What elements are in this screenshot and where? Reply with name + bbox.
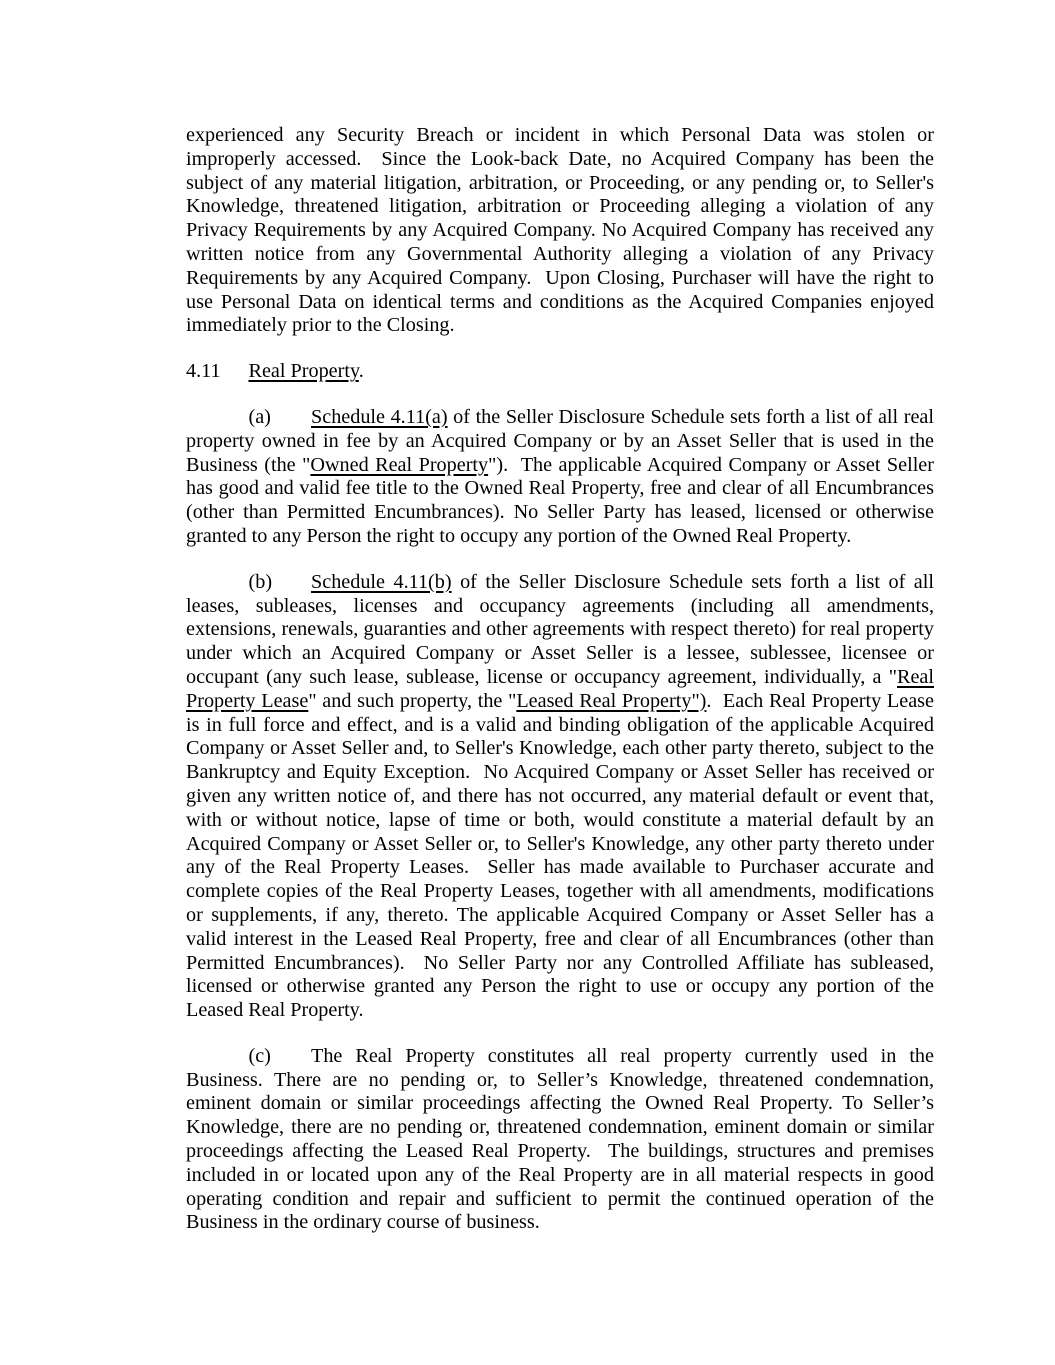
underlined-term: Leased Real Property") — [516, 689, 707, 712]
paragraph-c — [186, 1045, 934, 1235]
list-item-label: (b) — [248, 570, 273, 593]
paragraph-a — [186, 406, 934, 549]
text-run: The Real Property constitutes all real property currently used in the Business. There are no pending or, to Seller’s Knowledge, threatened condemnation, eminent domain or similar proceedings affecting the Owned Real Property. To Seller’s Knowledge, there are no pending or, threatened condemnation, eminent domain or similar proceedings affecting the Leased Real Property. The buildings, structures and premises included in or located upon any of the Real Property are in all material respects in good operating condition and repair and sufficient to permit the continued operation of the Business in the ordinary course of business. — [186, 1044, 934, 1234]
section-number: 4.11 — [186, 360, 221, 383]
underlined-term: Owned Real Property — [310, 453, 489, 476]
text-run: " and such property, the " — [308, 689, 517, 712]
underlined-term: Schedule 4.11(b) — [311, 570, 452, 593]
underlined-term: Schedule 4.11(a) — [311, 405, 448, 428]
paragraph-b — [186, 571, 934, 1023]
text-run: "). The applicable Acquired Company or Asset Seller has good and valid fee title to the Owned Real Property, free and clear of all Encumbrances (other than Permitted Encumbrances). No Seller Party has leased, licensed or otherwise granted to any Person the right to occupy any portion of the Owned Real Property. — [186, 453, 934, 547]
paragraph-continuation — [186, 124, 934, 338]
text-run: of the Seller Disclosure Schedule sets forth a list of all leases, subleases, licenses and occupancy agreements (including all amendments, extensions, renewals, guaranties and other agreements with respect thereto) for real property under which an Acquired Company or Asset Seller is a lessee, sublessee, licensee or occupant (any such lease, sublease, license or occupancy agreement, individually, a " — [186, 570, 934, 688]
section-heading-4-11 — [186, 360, 934, 384]
document-body — [186, 124, 934, 1235]
underlined-term: Real Property Lease — [186, 665, 934, 712]
text-run: . Each Real Property Lease is in full force and effect, and is a valid and binding obligation of the applicable Acquired Company or Asset Seller and, to Seller's Knowledge, each other party thereto, subject to the Bankruptcy and Equity Exception. No Acquired Company or Asset Seller has received or given any written notice of, and there has not occurred, any material default or event that, with or without notice, lapse of time or both, would constitute a material default by an Acquired Company or Asset Seller or, to Seller's Knowledge, any other party thereto under any of the Real Property Leases. Seller has made available to Purchaser accurate and complete copies of the Real Property Leases, together with all amendments, modifications or supplements, if any, thereto. The applicable Acquired Company or Asset Seller has a valid interest in the Leased Real Property, free and clear of all Encumbrances (other than Permitted Encumbrances). No Seller Party nor any Controlled Affiliate has subleased, licensed or otherwise granted any Person the right to use or occupy any portion of the Leased Real Property. — [186, 689, 934, 1022]
underlined-term: Real Property — [248, 360, 359, 383]
text-run: . — [358, 360, 364, 383]
list-item-label: (a) — [248, 405, 271, 428]
text-run: experienced any Security Breach or incident in which Personal Data was stolen or improperly accessed. Since the Look-back Date, no Acquired Company has been the subject of any material litigation, arbitration, or Proceeding, or any pending or, to Seller's Knowledge, threatened litigation, arbitration or Proceeding alleging a violation of any Privacy Requirements by any Acquired Company. No Acquired Company has received any written notice from any Governmental Authority alleging a violation of any Privacy Requirements by any Acquired Company. Upon Closing, Purchaser will have the right to use Personal Data on identical terms and conditions as the Acquired Companies enjoyed immediately prior to the Closing. — [186, 124, 934, 337]
text-run: of the Seller Disclosure Schedule sets forth a list of all real property owned in fee by an Acquired Company or by an Asset Seller that is used in the Business (the " — [186, 405, 934, 476]
list-item-label: (c) — [248, 1044, 271, 1067]
